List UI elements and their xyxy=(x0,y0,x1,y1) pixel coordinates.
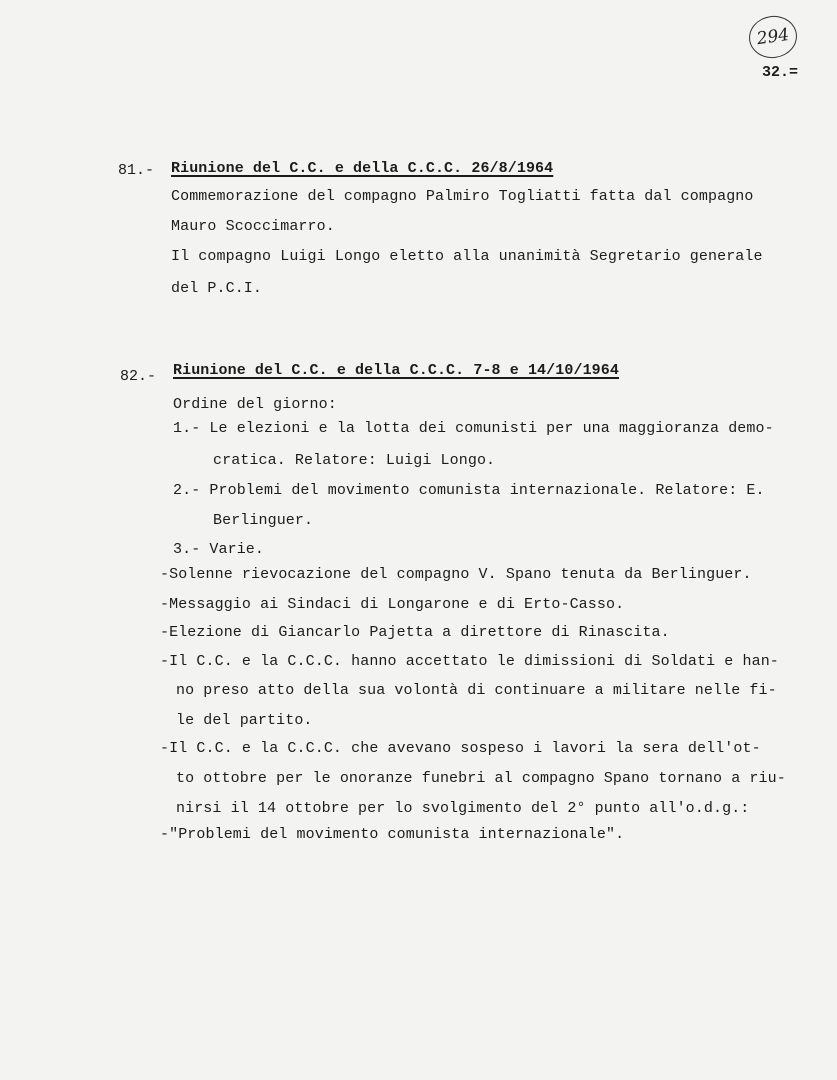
note-item: -Elezione di Giancarlo Pajetta a direttore di Rinascita. xyxy=(160,624,670,641)
entry-81-heading: Riunione del C.C. e della C.C.C. 26/8/1964 xyxy=(171,160,554,177)
page-number: 32.= xyxy=(762,64,799,81)
note-item: -Il C.C. e la C.C.C. hanno accettato le dimissioni di Soldati e han- xyxy=(160,653,779,670)
note-item-continued: le del partito. xyxy=(176,712,313,729)
archive-stamp: 294 xyxy=(746,13,799,61)
note-item-continued: to ottobre per le onoranze funebri al compagno Spano tornano a riu- xyxy=(176,770,786,787)
entry-82-heading: Riunione del C.C. e della C.C.C. 7-8 e 14/10/1964 xyxy=(173,362,619,379)
note-item: -"Problemi del movimento comunista internazionale". xyxy=(160,826,625,843)
entry-81-line: Mauro Scoccimarro. xyxy=(171,218,335,235)
note-item-continued: no preso atto della sua volontà di continuare a militare nelle fi- xyxy=(176,682,777,699)
agenda-item: 1.- Le elezioni e la lotta dei comunisti per una maggioranza demo- xyxy=(173,420,774,437)
note-item: -Solenne rievocazione del compagno V. Spano tenuta da Berlinguer. xyxy=(160,566,752,583)
agenda-item: 3.- Varie. xyxy=(173,541,265,558)
note-item: -Il C.C. e la C.C.C. che avevano sospeso i lavori la sera dell'ot- xyxy=(160,740,761,757)
entry-81-line: Il compagno Luigi Longo eletto alla unanimità Segretario generale xyxy=(171,248,763,265)
note-item: -Messaggio ai Sindaci di Longarone e di Erto-Casso. xyxy=(160,596,625,613)
agenda-item-continued: cratica. Relatore: Luigi Longo. xyxy=(213,452,496,469)
agenda-item: 2.- Problemi del movimento comunista internazionale. Relatore: E. xyxy=(173,482,765,499)
agenda-item-continued: Berlinguer. xyxy=(213,512,314,529)
agenda-title: Ordine del giorno: xyxy=(173,396,337,413)
entry-82-number: 82.- xyxy=(120,368,157,385)
note-item-continued: nirsi il 14 ottobre per lo svolgimento del 2° punto all'o.d.g.: xyxy=(176,800,750,817)
entry-81-number: 81.- xyxy=(118,162,155,179)
entry-81-line: Commemorazione del compagno Palmiro Togliatti fatta dal compagno xyxy=(171,188,754,205)
entry-81-line: del P.C.I. xyxy=(171,280,263,297)
